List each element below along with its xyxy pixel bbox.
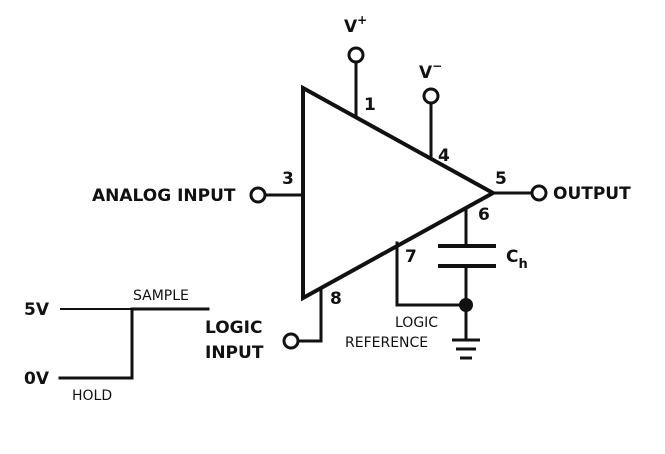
- pin-5-label: 5: [495, 169, 507, 189]
- pin-7-label: 7: [405, 247, 417, 267]
- logic-reference-label-line2: REFERENCE: [345, 335, 429, 351]
- output-terminal[interactable]: [532, 186, 546, 200]
- vplus-label: V+: [344, 13, 368, 37]
- analog-input-label: ANALOG INPUT: [92, 186, 236, 206]
- capacitor-label: $C_h$: [506, 247, 528, 272]
- logic-input-label-line2: INPUT: [205, 343, 264, 363]
- logic-input-label-line1: LOGIC: [205, 318, 263, 338]
- junction-dot: [459, 298, 473, 312]
- pin-1-label: 1: [364, 95, 376, 115]
- ground-icon: [452, 340, 480, 358]
- analog-input-terminal[interactable]: [251, 188, 265, 202]
- logic-input-terminal[interactable]: [284, 334, 298, 348]
- pin-8-label: 8: [330, 289, 342, 309]
- hold-label: HOLD: [72, 388, 113, 404]
- pin-3-label: 3: [282, 169, 294, 189]
- vminus-terminal[interactable]: [424, 89, 438, 103]
- vplus-terminal[interactable]: [349, 48, 363, 62]
- five-volt-label: 5V: [24, 300, 49, 320]
- output-label: OUTPUT: [553, 184, 631, 204]
- logic-waveform: [60, 309, 208, 378]
- pin-4-label: 4: [438, 146, 450, 166]
- logic-reference-label-line1: LOGIC: [395, 315, 439, 331]
- vminus-label: V−: [419, 59, 443, 83]
- zero-volt-label: 0V: [24, 369, 49, 389]
- pin-6-label: 6: [478, 205, 490, 225]
- sample-label: SAMPLE: [133, 288, 189, 304]
